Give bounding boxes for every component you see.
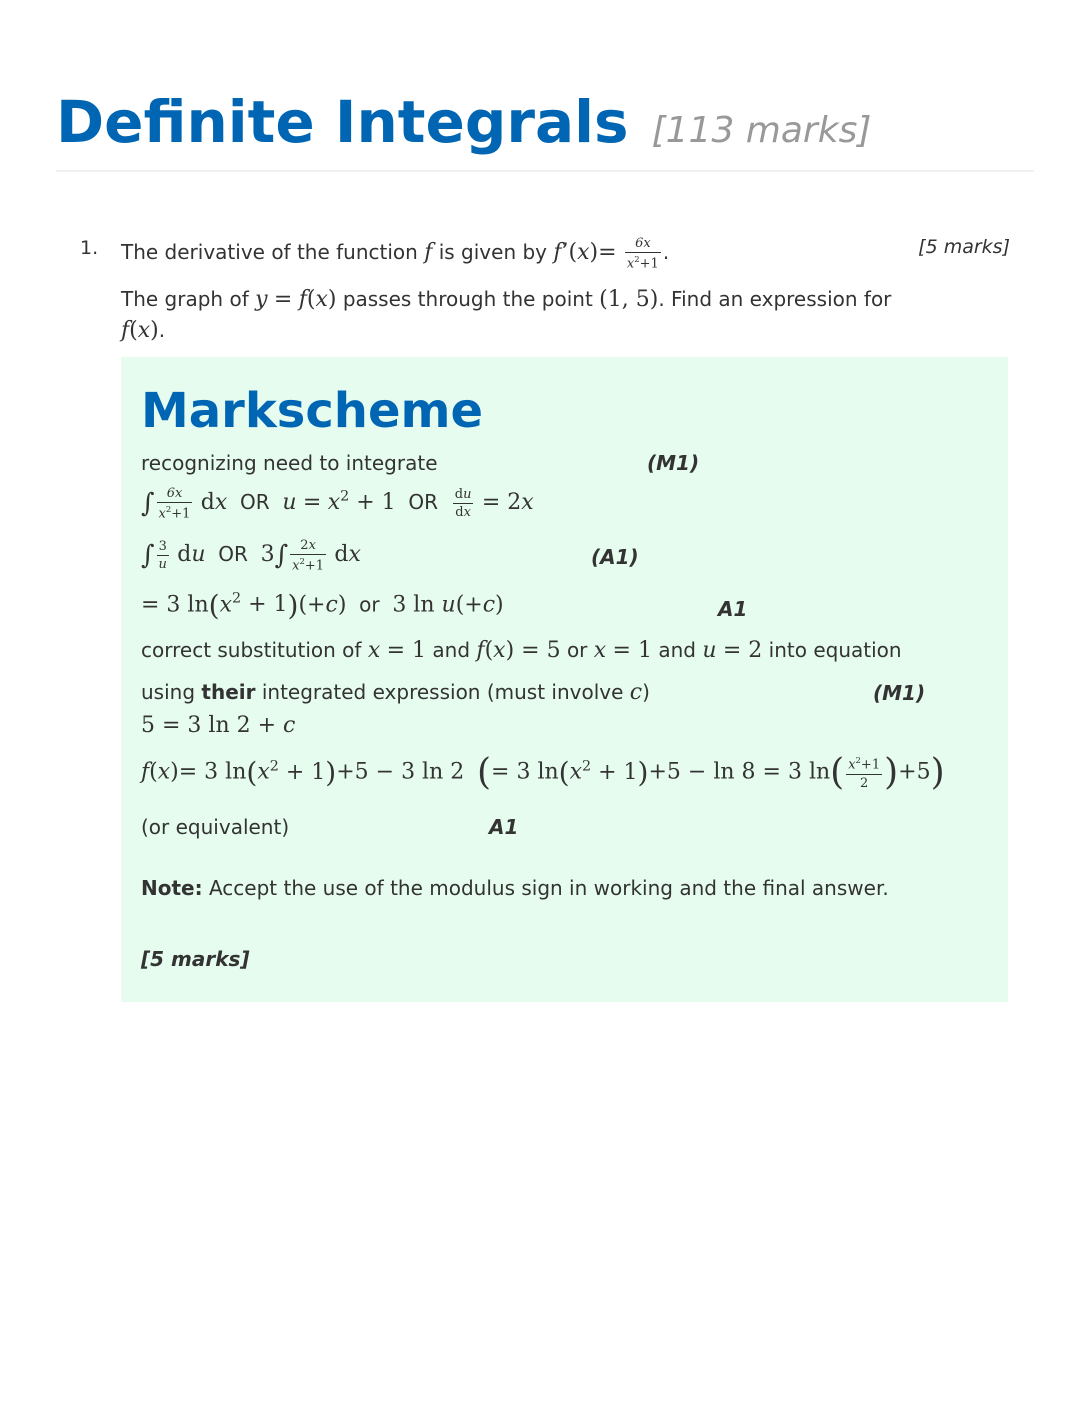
ms-line-substitution: correct substitution of x = 1 and f(x) = 5 or x = 1 and u = 2 into equation — [141, 638, 902, 663]
page-title: Definite Integrals — [56, 88, 629, 156]
mark-m1-a: (M1) — [647, 451, 700, 475]
ms-total-marks: [5 marks] — [141, 947, 250, 971]
markscheme-title: Markscheme — [141, 383, 484, 439]
ms-line-integral-options: ∫ $\frac{6x}{x^2+1}$ dx OR $u = x^2 + 1$ OR $\frac{du}{dx}$ = 2x — [141, 486, 534, 522]
question-line-2: The graph of y = f(x) passes through the point (1, 5). Find an expression for f(x). — [121, 287, 892, 343]
mark-m1-b: (M1) — [873, 681, 926, 705]
ms-line-integral-u: ∫ $\frac{3}{u}$ du OR 3∫ $\frac{2x}{x^2+1}$ dx — [141, 538, 361, 574]
ms-line-using-their: using their integrated expression (must involve c) — [141, 680, 650, 705]
ms-line-ln-result: = 3 $\ln(x^2 + 1)(+c)$ or 3 ln u(+c) — [141, 588, 504, 622]
total-marks: [113 marks] — [651, 110, 872, 151]
ms-note: Note: Accept the use of the modulus sign in working and the final answer. — [141, 876, 889, 900]
ms-line-final-answer: f(x)= 3 $\ln(x^2 + 1)+5 - 3$ ln 2 (= 3 $\ln(x^2 + 1)+5 - \ln 8 = 3$ ln( $\frac{x^2+1}{2}$ )+5) — [141, 752, 945, 793]
question-line-1: The derivative of the function f is given by f’(x)= $\frac{6x}{x^2+1}$ . — [121, 235, 670, 272]
fraction-6x-over-x2plus1: $\frac{6x}{x^2+1}$ — [626, 235, 659, 272]
ms-line-recognize: recognizing need to integrate — [141, 451, 438, 475]
question-number: 1. — [80, 237, 99, 259]
ms-line-solve-c: 5 = 3 ln 2 + c — [141, 713, 296, 738]
ms-line-equivalent: (or equivalent) — [141, 815, 290, 839]
page-header — [56, 88, 1034, 172]
question-marks: [5 marks] — [918, 236, 1010, 258]
mark-a1-b: A1 — [718, 597, 748, 621]
mark-a1-a: (A1) — [591, 545, 639, 569]
markscheme-box — [121, 357, 1008, 1002]
mark-a1-c: A1 — [489, 815, 519, 839]
